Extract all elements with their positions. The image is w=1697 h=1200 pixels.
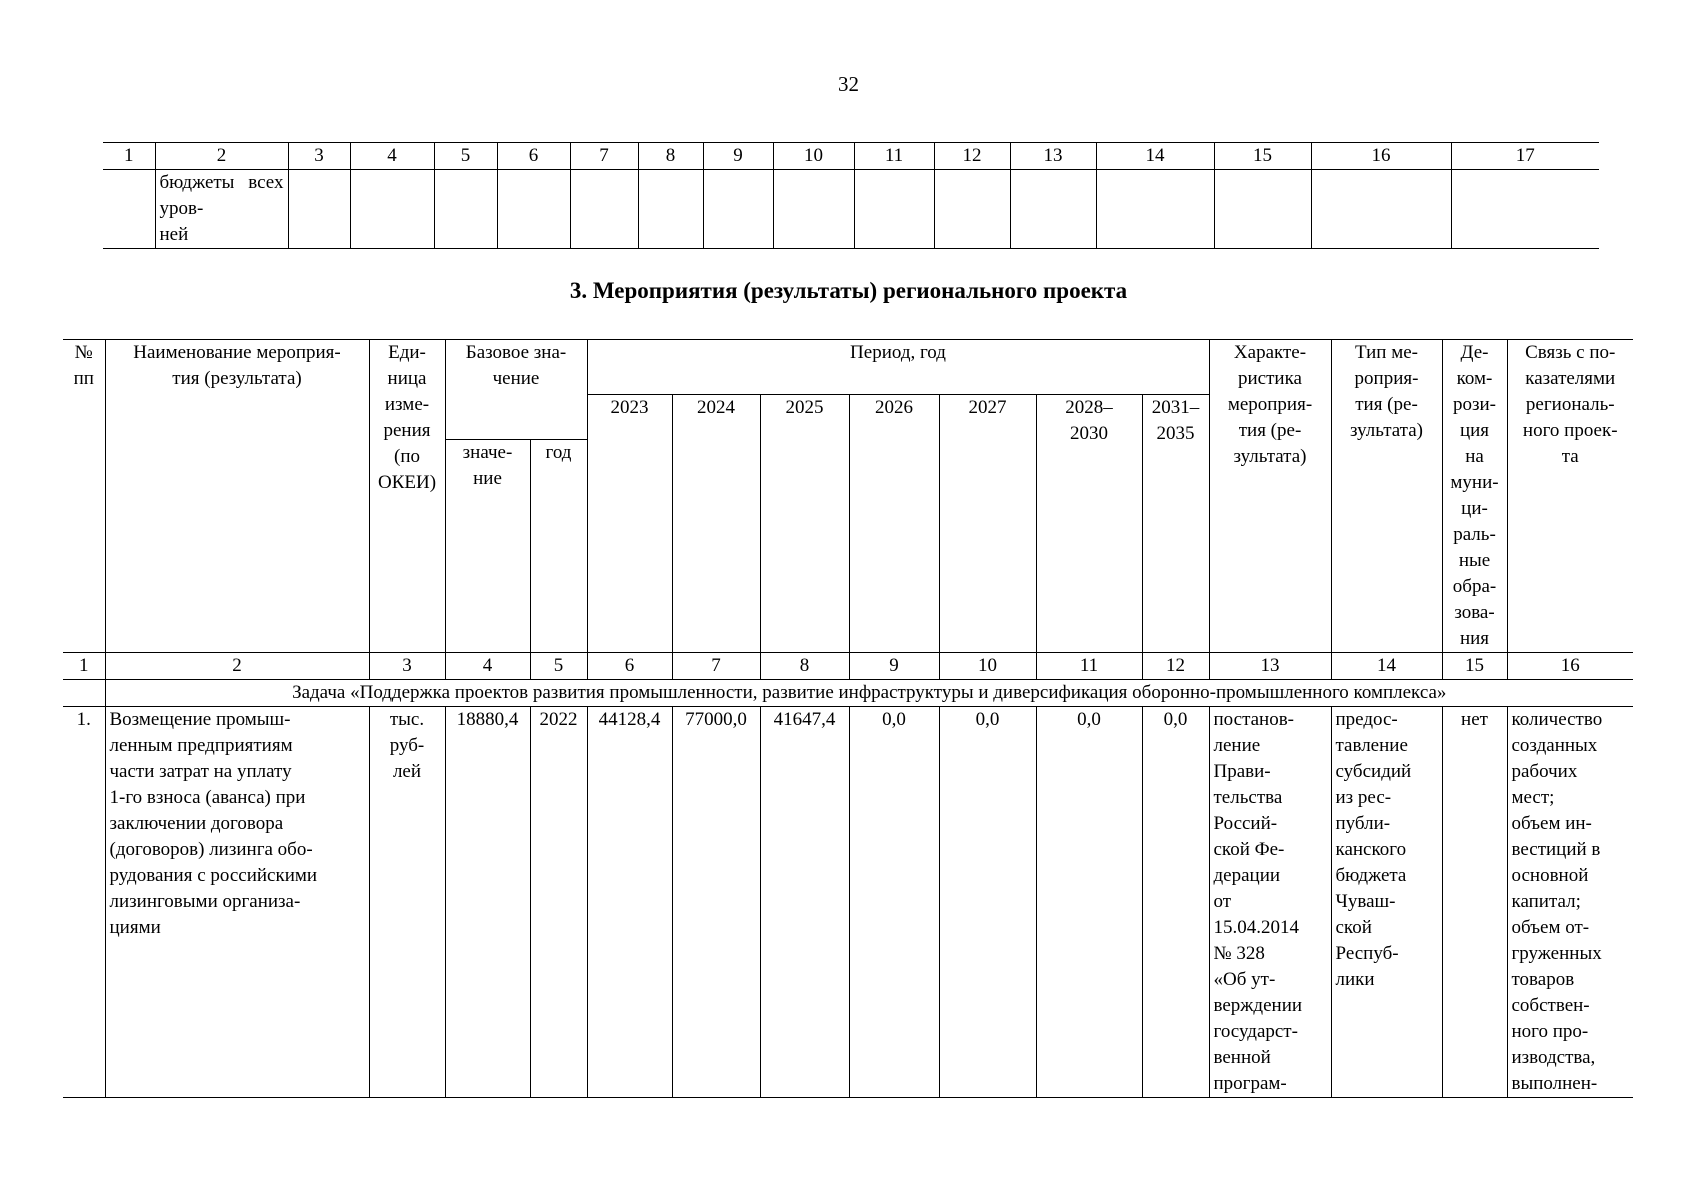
table-row bbox=[103, 170, 1599, 249]
continuation-table bbox=[103, 142, 1599, 249]
header-year: 2028– 2030 bbox=[1036, 395, 1142, 653]
value-2031-2035: 0,0 bbox=[1142, 707, 1209, 1098]
table-cell bbox=[1096, 170, 1214, 249]
header-unit: Еди- ница изме- рения (по ОКЕИ) bbox=[369, 340, 445, 653]
base-value: 18880,4 bbox=[445, 707, 530, 1098]
column-number: 13 bbox=[1209, 653, 1331, 680]
column-number: 15 bbox=[1442, 653, 1507, 680]
value-2028-2030: 0,0 bbox=[1036, 707, 1142, 1098]
column-number: 4 bbox=[445, 653, 530, 680]
table-cell bbox=[773, 170, 854, 249]
table-row bbox=[63, 707, 1633, 1098]
column-number: 9 bbox=[703, 143, 773, 170]
page-number: 32 bbox=[838, 72, 859, 96]
column-number: 9 bbox=[849, 653, 939, 680]
budget-level-cell: бюджеты всех уров- ней bbox=[155, 170, 288, 249]
header-year: 2027 bbox=[939, 395, 1036, 653]
column-number: 15 bbox=[1214, 143, 1311, 170]
table-cell bbox=[570, 170, 638, 249]
table-cell bbox=[350, 170, 434, 249]
table-cell bbox=[434, 170, 497, 249]
header-base-value: значе- ние bbox=[445, 440, 530, 653]
column-number: 13 bbox=[1010, 143, 1096, 170]
value-2026: 0,0 bbox=[849, 707, 939, 1098]
activity-type: предос- тавление субсидий из рес- публи- канского бюджета Чуваш- ской Респуб- лики bbox=[1331, 707, 1442, 1098]
column-number: 12 bbox=[934, 143, 1010, 170]
unit: тыс. руб- лей bbox=[369, 707, 445, 1098]
table-cell bbox=[1214, 170, 1311, 249]
header-row bbox=[63, 340, 1633, 395]
table-cell bbox=[288, 170, 350, 249]
table-cell bbox=[638, 170, 703, 249]
header-year: 2024 bbox=[672, 395, 760, 653]
column-number: 14 bbox=[1331, 653, 1442, 680]
column-number: 5 bbox=[530, 653, 587, 680]
column-number: 16 bbox=[1311, 143, 1451, 170]
column-number: 10 bbox=[939, 653, 1036, 680]
row-number: 1. bbox=[63, 707, 105, 1098]
characteristic: постанов- ление Прави- тельства Россий- ской Фе- дерации от 15.04.2014 № 328 «Об ут- верждении государст- венной програм- bbox=[1209, 707, 1331, 1098]
column-number: 5 bbox=[434, 143, 497, 170]
continuation-header-row bbox=[103, 143, 1599, 170]
column-number: 11 bbox=[1036, 653, 1142, 680]
header-name: Наименование мероприя- тия (результата) bbox=[105, 340, 369, 653]
column-number: 10 bbox=[773, 143, 854, 170]
header-type: Тип ме- роприя- тия (ре- зультата) bbox=[1331, 340, 1442, 653]
column-number: 16 bbox=[1507, 653, 1633, 680]
header-decomposition: Де- ком- pози- ция на муни- ци- pаль- ные обра- зова- ния bbox=[1442, 340, 1507, 653]
value-2025: 41647,4 bbox=[760, 707, 849, 1098]
value-2027: 0,0 bbox=[939, 707, 1036, 1098]
column-number: 3 bbox=[288, 143, 350, 170]
table-cell bbox=[1010, 170, 1096, 249]
column-number: 14 bbox=[1096, 143, 1214, 170]
table-cell bbox=[497, 170, 570, 249]
table-cell bbox=[103, 170, 155, 249]
table-cell bbox=[703, 170, 773, 249]
column-numbers-row bbox=[63, 653, 1633, 680]
header-base-year: год bbox=[530, 440, 587, 653]
value-2024: 77000,0 bbox=[672, 707, 760, 1098]
header-year: 2023 bbox=[587, 395, 672, 653]
column-number: 7 bbox=[672, 653, 760, 680]
column-number: 6 bbox=[587, 653, 672, 680]
task-title: Задача «Поддержка проектов развития промышленности, развитие инфраструктуры и диверсификация оборонно-промышленного комплекса» bbox=[105, 680, 1633, 707]
column-number: 3 bbox=[369, 653, 445, 680]
column-number: 2 bbox=[155, 143, 288, 170]
header-base: Базовое зна- чение bbox=[445, 340, 587, 440]
decomposition: нет bbox=[1442, 707, 1507, 1098]
section-title: 3. Мероприятия (результаты) регионального проекта bbox=[569, 278, 1128, 303]
header-link: Связь с по- казателями региональ- ного проек- та bbox=[1507, 340, 1633, 653]
column-number: 17 bbox=[1451, 143, 1599, 170]
header-period: Период, год bbox=[587, 340, 1209, 395]
column-number: 6 bbox=[497, 143, 570, 170]
table-cell bbox=[63, 680, 105, 707]
table-cell bbox=[1311, 170, 1451, 249]
column-number: 11 bbox=[854, 143, 934, 170]
task-row bbox=[63, 680, 1633, 707]
activities-table bbox=[63, 339, 1633, 1098]
base-year: 2022 bbox=[530, 707, 587, 1098]
column-number: 7 bbox=[570, 143, 638, 170]
table-cell bbox=[854, 170, 934, 249]
column-number: 12 bbox=[1142, 653, 1209, 680]
indicator-link: количество созданных рабочих мест; объем ин- вестиций в основной капитал; объем от- груженных товаров собствен- ного про- изводства, выполнен- bbox=[1507, 707, 1633, 1098]
activity-name: Возмещение промыш- ленным предприятиям части затрат на уплату 1-го взноса (аванса) при заключении договора (договоров) лизинга обо- рудования с российскими лизинговыми организа- циями bbox=[105, 707, 369, 1098]
column-number: 1 bbox=[103, 143, 155, 170]
header-year: 2026 bbox=[849, 395, 939, 653]
header-year: 2031– 2035 bbox=[1142, 395, 1209, 653]
column-number: 4 bbox=[350, 143, 434, 170]
column-number: 8 bbox=[638, 143, 703, 170]
header-year: 2025 bbox=[760, 395, 849, 653]
column-number: 1 bbox=[63, 653, 105, 680]
value-2023: 44128,4 bbox=[587, 707, 672, 1098]
column-number: 2 bbox=[105, 653, 369, 680]
table-cell bbox=[1451, 170, 1599, 249]
header-num: № пп bbox=[63, 340, 105, 653]
column-number: 8 bbox=[760, 653, 849, 680]
header-characteristic: Характе- ристика мероприя- тия (ре- зультата) bbox=[1209, 340, 1331, 653]
table-cell bbox=[934, 170, 1010, 249]
